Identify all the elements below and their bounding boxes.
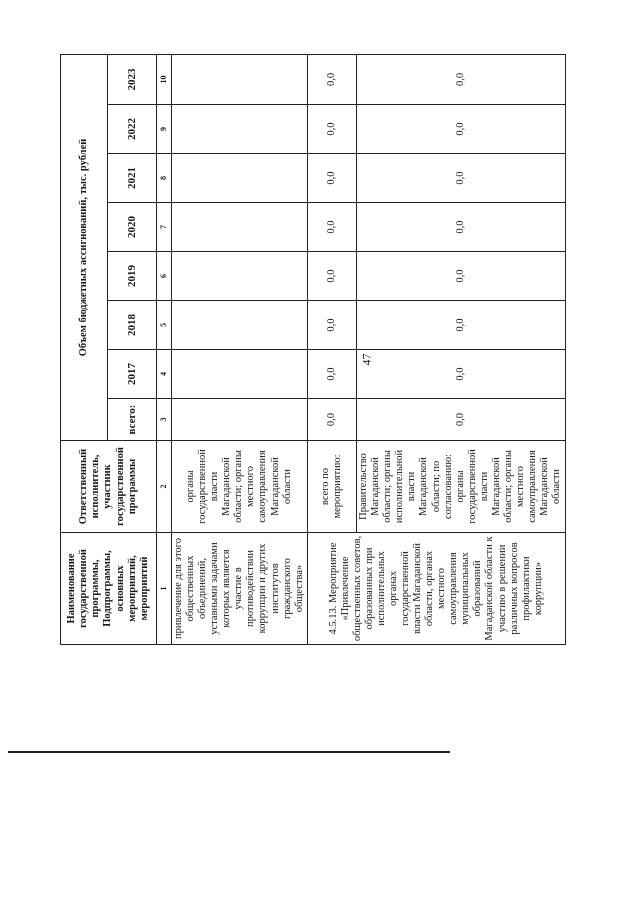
header-year: 2020	[108, 203, 157, 252]
col-number: 7	[157, 203, 172, 252]
value-cell: 0,0	[356, 301, 565, 350]
value-cell	[172, 203, 308, 252]
col-number: 9	[157, 105, 172, 154]
value-cell	[172, 399, 308, 441]
table-row	[307, 54, 356, 644]
value-cell: 0,0	[307, 203, 356, 252]
value-cell: 0,0	[356, 399, 565, 441]
value-cell	[172, 252, 308, 301]
page-number: 47	[359, 353, 374, 366]
bottom-divider	[8, 751, 450, 753]
header-year: 2019	[108, 252, 157, 301]
header-name: Наименование государственной программы, Подпрограммы, основных мероприятий, мероприятий	[61, 533, 157, 645]
row-responsible: органы государственной власти Магаданской области; органы местного самоуправления Магаданской области	[172, 441, 308, 533]
col-number: 8	[157, 154, 172, 203]
row-name: привлечение для этого общественных объединений, уставными задачами которых является участие в противодействии коррупции и других институтов гражданского общества»	[172, 533, 308, 645]
col-number: 2	[157, 441, 172, 533]
header-budget: Объем бюджетных ассигнований, тыс. рублей	[61, 54, 108, 440]
value-cell: 0,0	[307, 154, 356, 203]
col-number: 1	[157, 533, 172, 645]
header-year: 2022	[108, 105, 157, 154]
col-number: 5	[157, 301, 172, 350]
value-cell	[172, 54, 308, 104]
row-responsible: Правительство Магаданской области; органы исполнительной власти Магаданской области; по согласованию: органы государственной власти Магаданской области; органы местного самоуправления Магаданской области	[356, 441, 565, 533]
header-year: 2018	[108, 301, 157, 350]
value-cell: 0,0	[356, 350, 565, 399]
value-cell: 0,0	[307, 350, 356, 399]
table-row	[172, 54, 308, 644]
header-year: 2023	[108, 54, 157, 104]
row-responsible: всего по мероприятию:	[307, 441, 356, 533]
col-number: 4	[157, 350, 172, 399]
budget-table	[60, 54, 566, 645]
value-cell	[172, 154, 308, 203]
value-cell: 0,0	[307, 54, 356, 104]
value-cell: 0,0	[307, 252, 356, 301]
value-cell: 0,0	[356, 54, 565, 104]
value-cell	[172, 301, 308, 350]
row-name: 4.5.13. Мероприятие «Привлечение общественных советов, образованных при исполнительных органах государственной власти Магаданской области, органах местного самоуправления муниципальных образований Магаданской области к участию в решении различных вопросов профилактики коррупции»	[307, 533, 565, 645]
col-number: 6	[157, 252, 172, 301]
value-cell: 0,0	[307, 105, 356, 154]
header-responsible: Ответственный исполнитель, участник государственной программы	[61, 441, 157, 533]
value-cell: 0,0	[307, 399, 356, 441]
budget-table-rotated	[60, 55, 600, 645]
value-cell: 0,0	[356, 154, 565, 203]
col-number: 10	[157, 54, 172, 104]
value-cell	[172, 105, 308, 154]
header-total: всего:	[108, 399, 157, 441]
value-cell	[172, 350, 308, 399]
value-cell: 0,0	[356, 105, 565, 154]
value-cell: 0,0	[307, 301, 356, 350]
header-year: 2021	[108, 154, 157, 203]
col-number: 3	[157, 399, 172, 441]
value-cell: 0,0	[356, 252, 565, 301]
header-year: 2017	[108, 350, 157, 399]
value-cell: 0,0	[356, 203, 565, 252]
